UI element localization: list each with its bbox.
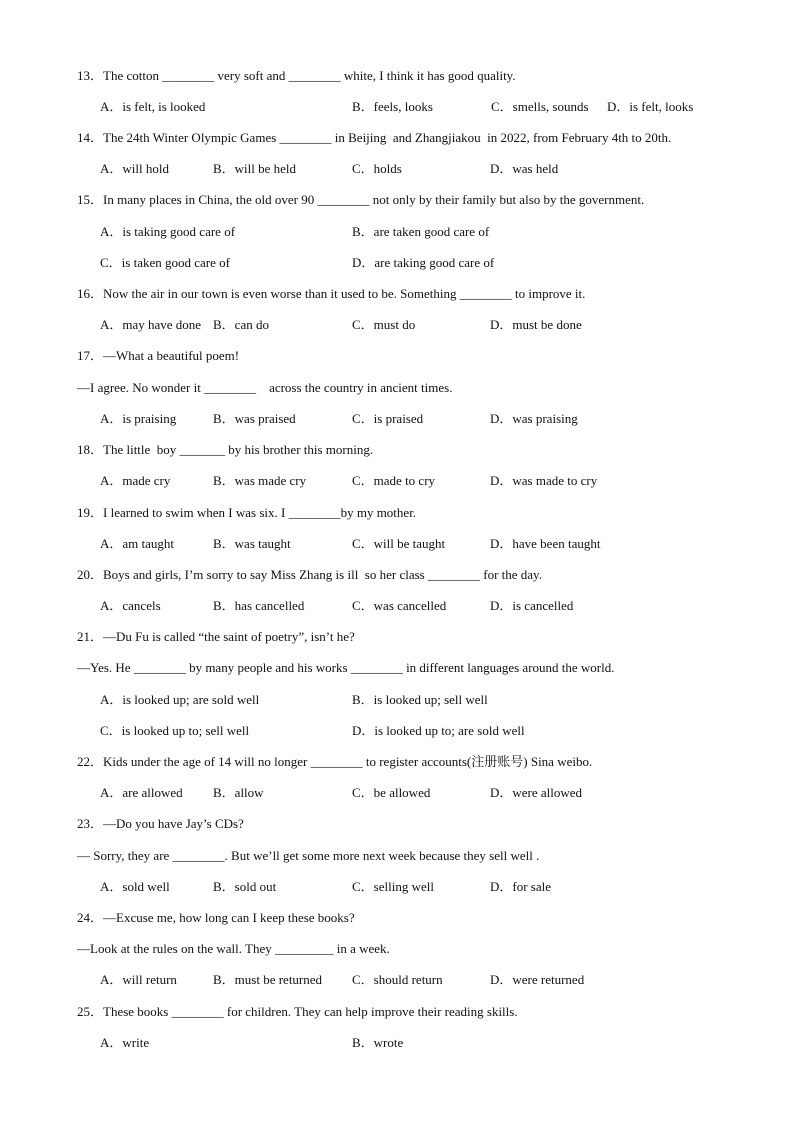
question-18 (77, 442, 373, 458)
question-21 (77, 629, 355, 645)
question-stem: Kids under the age of 14 will no longer ________ to register accounts(注册账号) Sina weibo. (103, 754, 593, 769)
option-c[interactable]: C．must do (352, 317, 416, 332)
question-stem: The little boy _______ by his brother this morning. (103, 442, 374, 457)
option-b[interactable]: B．sold out (213, 879, 277, 894)
question-14-options (100, 161, 740, 177)
question-stem: The 24th Winter Olympic Games ________ in Beijing and Zhangjiakou in 2022, from February 4th to 20th. (103, 130, 672, 145)
question-stem: —Du Fu is called “the saint of poetry”, isn’t he? (103, 629, 355, 644)
question-number: 25． (77, 1004, 104, 1019)
question-13-options (100, 99, 740, 115)
option-d[interactable]: D．have been taught (490, 536, 601, 551)
question-number: 20． (77, 567, 104, 582)
option-d[interactable]: D．was held (490, 161, 559, 176)
option-a[interactable]: A．made cry (100, 473, 171, 488)
question-22-options (100, 785, 740, 801)
option-b[interactable]: B．will be held (213, 161, 297, 176)
question-number: 18． (77, 442, 104, 457)
option-b[interactable]: B．wrote (352, 1035, 404, 1050)
option-c[interactable]: C．was cancelled (352, 598, 447, 613)
question-number: 24． (77, 910, 104, 925)
option-a[interactable]: A．am taught (100, 536, 175, 551)
question-number: 19． (77, 505, 104, 520)
option-d[interactable]: D．is felt, looks (607, 99, 694, 114)
option-c[interactable]: C．is looked up to; sell well (100, 723, 250, 738)
question-16 (77, 286, 585, 302)
question-15-options-row2 (100, 255, 740, 271)
option-b[interactable]: B．was taught (213, 536, 291, 551)
question-number: 23． (77, 816, 104, 831)
option-a[interactable]: A．may have done (100, 317, 202, 332)
option-c[interactable]: C．is praised (352, 411, 424, 426)
option-b[interactable]: B．is looked up; sell well (352, 692, 488, 707)
option-a[interactable]: A．is felt, is looked (100, 99, 206, 114)
option-b[interactable]: B．was made cry (213, 473, 307, 488)
option-c[interactable]: C．is taken good care of (100, 255, 230, 270)
option-a[interactable]: A．is praising (100, 411, 177, 426)
option-d[interactable]: D．was made to cry (490, 473, 598, 488)
question-17-reply: —I agree. No wonder it ________ across the country in ancient times. (77, 380, 453, 395)
question-21-options-row1 (100, 692, 740, 708)
option-b[interactable]: B．must be returned (213, 972, 323, 987)
option-d[interactable]: D．for sale (490, 879, 552, 894)
question-17 (77, 348, 239, 364)
question-15-options-row1 (100, 224, 740, 240)
question-23 (77, 816, 244, 832)
question-stem: Boys and girls, I’m sorry to say Miss Zhang is ill so her class ________ for the day. (103, 567, 542, 582)
option-c[interactable]: C．holds (352, 161, 402, 176)
question-16-options (100, 317, 740, 333)
option-a[interactable]: A．is looked up; are sold well (100, 692, 260, 707)
option-c[interactable]: C．be allowed (352, 785, 431, 800)
question-25-options (100, 1035, 740, 1051)
option-d[interactable]: D．is cancelled (490, 598, 574, 613)
option-c[interactable]: C．made to cry (352, 473, 436, 488)
option-b[interactable]: B．has cancelled (213, 598, 305, 613)
question-number: 14． (77, 130, 104, 145)
question-14 (77, 130, 671, 146)
option-a[interactable]: A．write (100, 1035, 150, 1050)
option-d[interactable]: D．is looked up to; are sold well (352, 723, 525, 738)
question-13 (77, 68, 516, 84)
option-b[interactable]: B．was praised (213, 411, 296, 426)
option-a[interactable]: A．cancels (100, 598, 161, 613)
question-24 (77, 910, 355, 926)
option-b[interactable]: B．allow (213, 785, 264, 800)
question-number: 21． (77, 629, 104, 644)
question-number: 17． (77, 348, 104, 363)
question-stem: In many places in China, the old over 90 ________ not only by their family but also by the government. (103, 192, 645, 207)
option-d[interactable]: D．was praising (490, 411, 578, 426)
question-stem: —Do you have Jay’s CDs? (103, 816, 244, 831)
question-number: 15． (77, 192, 104, 207)
question-stem: These books ________ for children. They can help improve their reading skills. (103, 1004, 518, 1019)
question-24-reply: —Look at the rules on the wall. They _________ in a week. (77, 941, 390, 956)
question-15 (77, 192, 644, 208)
option-a[interactable]: A．are allowed (100, 785, 183, 800)
option-d[interactable]: D．were returned (490, 972, 585, 987)
question-stem: —Excuse me, how long can I keep these books? (103, 910, 355, 925)
question-stem: I learned to swim when I was six. I ________by my mother. (103, 505, 417, 520)
option-c[interactable]: C．will be taught (352, 536, 446, 551)
option-c[interactable]: C．selling well (352, 879, 434, 894)
option-c[interactable]: C．smells, sounds (491, 99, 589, 114)
question-number: 22． (77, 754, 104, 769)
option-a[interactable]: A．sold well (100, 879, 170, 894)
question-22 (77, 754, 592, 770)
option-a[interactable]: A．will hold (100, 161, 169, 176)
option-a[interactable]: A．is taking good care of (100, 224, 236, 239)
option-b[interactable]: B．can do (213, 317, 269, 332)
question-23-options (100, 879, 740, 895)
question-21-options-row2 (100, 723, 740, 739)
question-23-reply: — Sorry, they are ________. But we’ll get some more next week because they sell well . (77, 848, 540, 863)
option-d[interactable]: D．were allowed (490, 785, 583, 800)
question-stem: —What a beautiful poem! (103, 348, 240, 363)
question-18-options (100, 473, 740, 489)
option-d[interactable]: D．are taking good care of (352, 255, 495, 270)
option-c[interactable]: C．should return (352, 972, 443, 987)
question-number: 13． (77, 68, 104, 83)
question-24-options (100, 972, 740, 988)
question-19-options (100, 536, 740, 552)
option-d[interactable]: D．must be done (490, 317, 582, 332)
question-number: 16． (77, 286, 104, 301)
question-stem: The cotton ________ very soft and ________ white, I think it has good quality. (103, 68, 516, 83)
option-b[interactable]: B．are taken good care of (352, 224, 490, 239)
option-a[interactable]: A．will return (100, 972, 177, 987)
question-25 (77, 1004, 518, 1020)
question-20-options (100, 598, 740, 614)
question-20 (77, 567, 542, 583)
question-19 (77, 505, 416, 521)
option-b[interactable]: B．feels, looks (352, 99, 433, 114)
question-stem: Now the air in our town is even worse than it used to be. Something ________ to improve it. (103, 286, 586, 301)
question-17-options (100, 411, 740, 427)
question-21-reply: —Yes. He ________ by many people and his works ________ in different languages around the world. (77, 660, 615, 675)
